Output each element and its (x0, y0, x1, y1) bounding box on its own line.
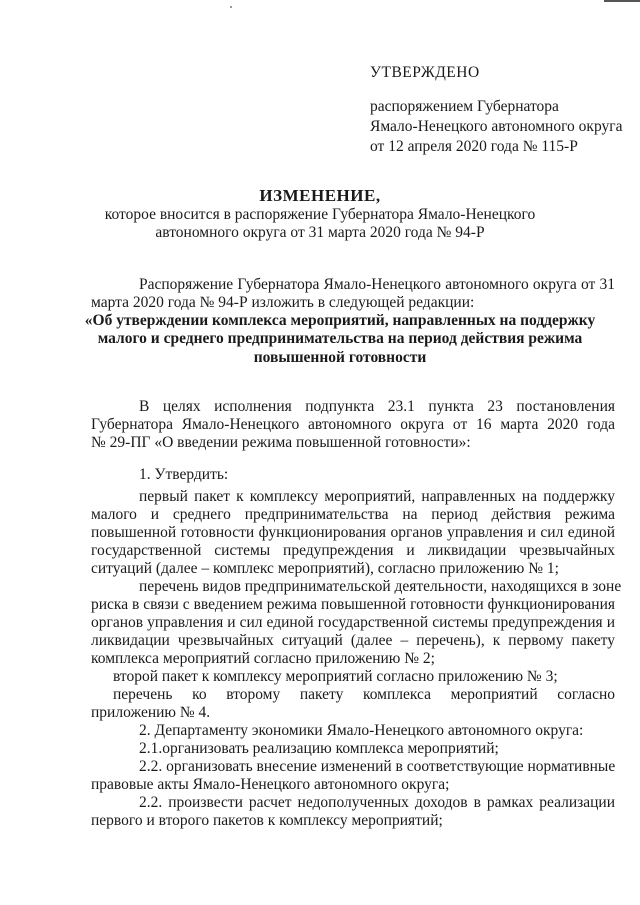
subtitle-line-2: автономного округа от 31 марта 2020 года № 94-Р (155, 224, 485, 241)
item-2-3-line-1: 2.2. произвести расчет недополученных доходов в рамках реализации (139, 794, 615, 811)
item-1: 1. Утвердить: (139, 466, 229, 483)
item-2-3-line-2: первого и второго пакетов к комплексу мероприятий; (91, 812, 443, 829)
item-1b-line-4: ликвидации чрезвычайных ситуаций (далее – перечень), к первому пакету (91, 632, 615, 649)
item-1b-line-2: риска в связи с введением режима повышенной готовности функционирования (91, 596, 615, 613)
item-1a-line-1: первый пакет к комплексу мероприятий, направленных на поддержку (139, 488, 615, 505)
item-1b-line-1: перечень видов предпринимательской деятельности, находящихся в зоне (139, 578, 622, 595)
intro-line-1: Распоряжение Губернатора Ямало-Ненецкого автономного округа от 31 (139, 276, 615, 293)
approval-line-3: от 12 апреля 2020 года № 115-Р (370, 138, 578, 155)
bold-title-line-1: «Об утверждении комплекса мероприятий, направленных на поддержку (84, 312, 596, 329)
item-1a-line-5: ситуаций (далее – комплекс мероприятий), согласно приложению № 1; (91, 560, 559, 577)
approval-line-2: Ямало-Ненецкого автономного округа (370, 118, 623, 135)
item-2-1: 2.1.организовать реализацию комплекса мероприятий; (139, 740, 499, 757)
approval-heading: УТВЕРЖДЕНО (370, 64, 480, 81)
scan-dot (230, 6, 232, 8)
subtitle-line-1: которое вносится в распоряжение Губернатора Ямало-Ненецкого (104, 206, 536, 223)
item-1d-line-1: перечень ко второму пакету комплекса мероприятий согласно (113, 686, 615, 703)
item-1a-line-2: малого и среднего предпринимательства на период действия режима (91, 506, 615, 523)
item-1c: второй пакет к комплексу мероприятий согласно приложению № 3; (113, 668, 558, 685)
preamble-line-3: № 29-ПГ «О введении режима повышенной готовности»: (91, 434, 471, 451)
scan-mark (604, 0, 640, 2)
document-title: ИЗМЕНЕНИЕ, (259, 186, 381, 205)
intro-line-2: марта 2020 года № 94-Р изложить в следующей редакции: (91, 294, 475, 311)
item-1a-line-4: государственной системы предупреждения и ликвидации чрезвычайных (91, 542, 615, 559)
preamble-line-2: Губернатора Ямало-Ненецкого автономного округа от 16 марта 2020 года (91, 416, 615, 433)
item-1d-line-2: приложению № 4. (91, 704, 211, 721)
item-1a-line-3: повышенной готовности функционирования органов управления и сил единой (91, 524, 615, 541)
bold-title-line-2: малого и среднего предпринимательства на период действия режима (97, 330, 583, 347)
bold-title-line-3: повышенной готовности (253, 349, 427, 366)
item-2-2-line-2: правовые акты Ямало-Ненецкого автономного округа; (91, 776, 450, 793)
item-1b-line-5: комплекса мероприятий согласно приложению № 2; (91, 650, 435, 667)
item-2: 2. Департаменту экономики Ямало-Ненецкого автономного округа: (139, 722, 584, 739)
item-1b-line-3: органов управления и сил единой государственной системы предупреждения и (91, 614, 615, 631)
preamble-line-1: В целях исполнения подпункта 23.1 пункта 23 постановления (139, 398, 615, 415)
item-2-2-line-1: 2.2. организовать внесение изменений в соответствующие нормативные (139, 758, 616, 775)
approval-line-1: распоряжением Губернатора (370, 98, 559, 115)
